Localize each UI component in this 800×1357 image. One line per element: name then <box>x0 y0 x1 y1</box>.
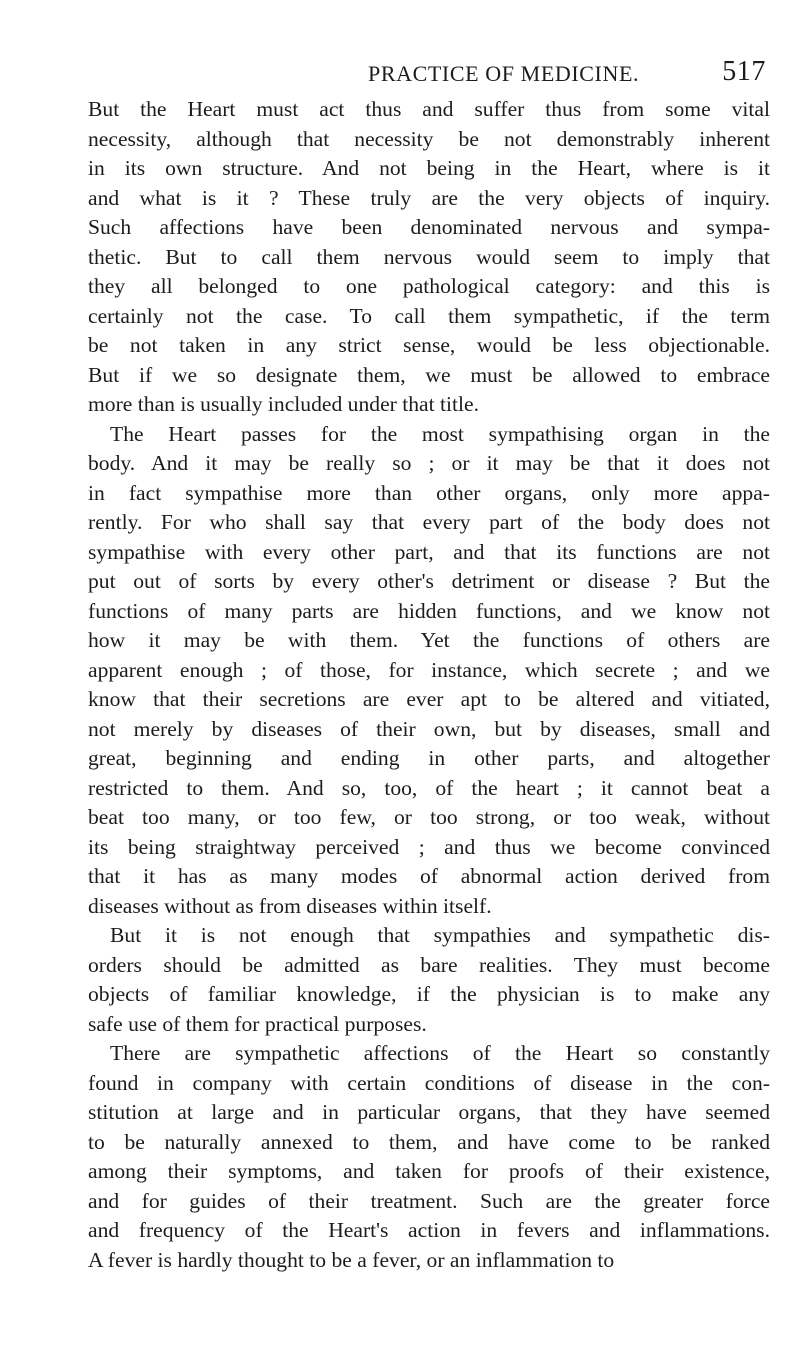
text-line: sympathise with every other part, and that its functions are not <box>88 539 770 564</box>
text-line: thetic. But to call them nervous would seem to imply that <box>88 244 770 269</box>
text-line: body. And it may be really so ; or it may be that it does not <box>88 451 770 475</box>
paragraph <box>88 95 770 420</box>
text-line: safe use of them for practical purposes. <box>88 1011 427 1036</box>
text-line: and for guides of their treatment. Such are the greater force <box>88 1188 770 1213</box>
text-line: and frequency of the Heart's action in fevers and inflammations. <box>88 1218 770 1242</box>
text-line: beat too many, or too few, or too strong, or too weak, without <box>88 805 770 829</box>
text-line: put out of sorts by every other's detriment or disease ? But the <box>88 569 770 593</box>
text-line: how it may be with them. Yet the functions of others are <box>88 628 770 652</box>
text-line: that it has as many modes of abnormal action derived from <box>88 864 770 888</box>
text-line: to be naturally annexed to them, and have come to be ranked <box>88 1129 770 1154</box>
text-line: functions of many parts are hidden functions, and we know not <box>88 598 770 623</box>
text-line: The Heart passes for the most sympathising organ in the <box>110 421 770 446</box>
text-line: Such affections have been denominated nervous and sympa- <box>88 215 770 239</box>
text-line: great, beginning and ending in other parts, and altogether <box>88 746 770 770</box>
text-line: and what is it ? These truly are the very objects of inquiry. <box>88 185 770 210</box>
text-line: But if we so designate them, we must be allowed to embrace <box>88 362 770 387</box>
text-line: necessity, although that necessity be not demonstrably inherent <box>88 126 770 151</box>
text-line: A fever is hardly thought to be a fever, or an inflammation to <box>88 1247 615 1272</box>
text-line: among their symptoms, and taken for proofs of their existence, <box>88 1159 770 1183</box>
text-line: its being straightway perceived ; and thus we become convinced <box>88 834 770 859</box>
paragraph <box>88 1039 770 1275</box>
text-line: apparent enough ; of those, for instance, which secrete ; and we <box>88 657 770 682</box>
running-title: PRACTICE OF MEDICINE. <box>368 61 640 86</box>
text-line: orders should be admitted as bare realities. They must become <box>88 952 770 977</box>
text-line: certainly not the case. To call them sympathetic, if the term <box>88 303 770 328</box>
text-line: But the Heart must act thus and suffer thus from some vital <box>88 97 770 121</box>
text-line: found in company with certain conditions of disease in the con- <box>88 1070 770 1095</box>
running-head <box>88 56 766 95</box>
text-line: But it is not enough that sympathies and sympathetic dis- <box>110 923 770 947</box>
text-line: not merely by diseases of their own, but by diseases, small and <box>88 716 770 741</box>
text-line: stitution at large and in particular organs, that they have seemed <box>88 1100 770 1124</box>
text-line: more than is usually included under that title. <box>88 392 479 416</box>
text-line: know that their secretions are ever apt to be altered and vitiated, <box>88 687 770 711</box>
body-text <box>88 95 770 1275</box>
text-line: restricted to them. And so, too, of the heart ; it cannot beat a <box>88 775 770 800</box>
page-number: 517 <box>722 56 766 87</box>
paragraph <box>88 420 770 922</box>
text-line: diseases without as from diseases within itself. <box>88 893 492 918</box>
text-line: objects of familiar knowledge, if the physician is to make any <box>88 982 770 1006</box>
text-line: be not taken in any strict sense, would be less objectionable. <box>88 333 770 357</box>
text-line: There are sympathetic affections of the Heart so constantly <box>110 1041 770 1065</box>
text-line: in fact sympathise more than other organs, only more appa- <box>88 480 770 505</box>
text-line: they all belonged to one pathological category: and this is <box>88 274 770 298</box>
text-line: rently. For who shall say that every part of the body does not <box>88 510 770 534</box>
paragraph <box>88 921 770 1039</box>
text-line: in its own structure. And not being in the Heart, where is it <box>88 156 770 180</box>
